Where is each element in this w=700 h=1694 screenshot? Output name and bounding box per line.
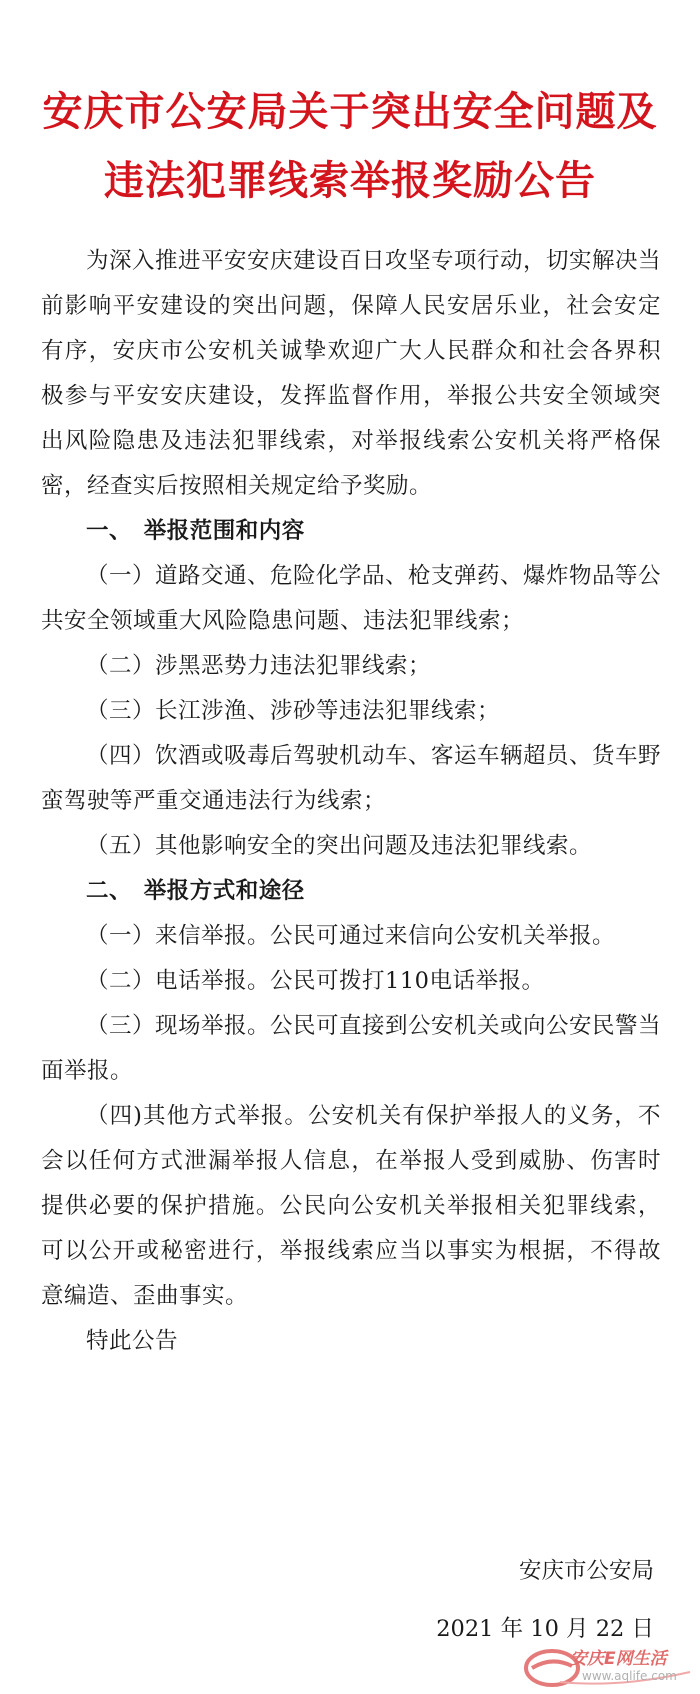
- section-2-item-3: （三）现场举报。公民可直接到公安机关或向公安民警当面举报。: [41, 1013, 662, 1084]
- section-2-item-1: （一）来信举报。公民可通过来信向公安机关举报。: [86, 923, 616, 949]
- issuer-signature: 安庆市公安局: [518, 1558, 654, 1584]
- notice-body: [41, 239, 661, 1364]
- section-1-item-4: （四）饮酒或吸毒后驾驶机动车、客运车辆超员、货车野蛮驾驶等严重交通违法行为线索；: [41, 743, 662, 814]
- section-1-item-1: （一）道路交通、危险化学品、枪支弹药、爆炸物品等公共安全领域重大风险隐患问题、违法犯罪线索；: [41, 563, 662, 634]
- section-1-item-3: （三）长江涉渔、涉砂等违法犯罪线索；: [86, 698, 501, 724]
- section-2-item-4: （四)其他方式举报。公安机关有保护举报人的义务，不会以任何方式泄漏举报人信息，在举报人受到威胁、伤害时提供必要的保护措施。公民向公安机关举报相关犯罪线索，可以公开或秘密进行，举报线索应当以事实为根据，不得故意编造、歪曲事实。: [41, 1103, 661, 1309]
- title-line-1: 安庆市公安局关于突出安全问题及: [42, 88, 658, 135]
- issue-date: 2021 年 10 月 22 日: [436, 1616, 654, 1642]
- watermark-brand: 安庆E网生活: [570, 1649, 667, 1669]
- site-watermark: [520, 1642, 698, 1690]
- section-1-heading: 一、 举报范围和内容: [86, 518, 305, 544]
- section-1-item-5: （五）其他影响安全的突出问题及违法犯罪线索。: [86, 833, 593, 859]
- title-line-2: 违法犯罪线索举报奖励公告: [104, 157, 596, 204]
- section-2-item-2: （二）电话举报。公民可拨打110电话举报。: [86, 968, 545, 994]
- section-2-heading: 二、 举报方式和途径: [86, 878, 305, 904]
- section-1-item-2: （二）涉黑恶势力违法犯罪线索；: [86, 653, 432, 679]
- watermark-url: www.aqlife.com: [582, 1669, 677, 1683]
- intro-paragraph: 为深入推进平安安庆建设百日攻坚专项行动，切实解决当前影响平安建设的突出问题，保障人民安居乐业，社会安定有序，安庆市公安机关诚挚欢迎广大人民群众和社会各界积极参与平安安庆建设，发挥监督作用，举报公共安全领域突出风险隐患及违法犯罪线索，对举报线索公安机关将严格保密，经查实后按照相关规定给予奖励。: [41, 248, 662, 499]
- closing-text: 特此公告: [86, 1328, 179, 1354]
